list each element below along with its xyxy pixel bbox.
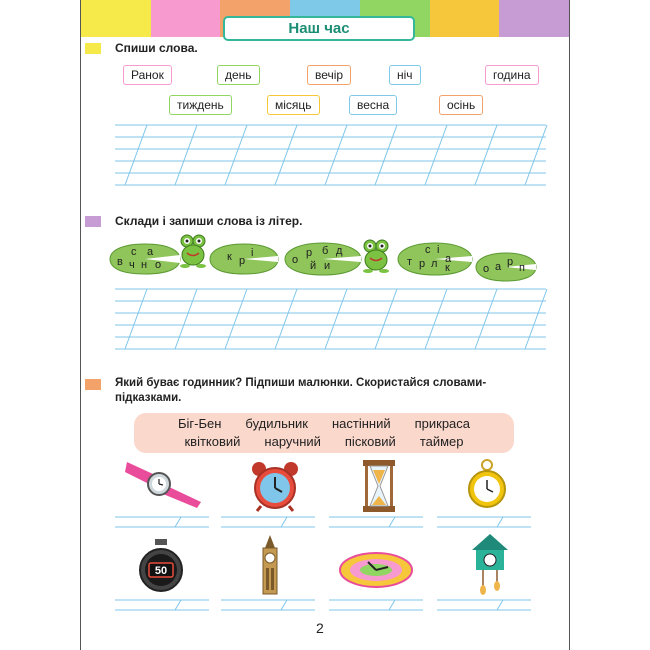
- pad-letter: к: [445, 262, 450, 274]
- stopwatch-display: 50: [154, 565, 168, 577]
- slant-line: [281, 517, 287, 527]
- task3-instruction-line1: Який буває годинник? Підпиши малюнки. Скористайся словами-: [115, 377, 487, 389]
- word-card: день: [217, 65, 260, 85]
- hint-word: будильник: [245, 416, 308, 431]
- pad-letter: р: [507, 256, 514, 268]
- task1-instruction: Спиши слова.: [115, 41, 198, 55]
- pad-letter: о: [155, 259, 162, 271]
- pad-letter: к: [227, 251, 232, 263]
- pad-letter: н: [141, 259, 148, 271]
- slant-line: [375, 289, 397, 349]
- word-card: ніч: [389, 65, 421, 85]
- slant-line: [497, 517, 503, 527]
- slant-line: [325, 125, 347, 185]
- slant-line: [175, 289, 197, 349]
- slant-line: [497, 600, 503, 610]
- word-card: година: [485, 65, 539, 85]
- pad-letter: і: [251, 247, 254, 259]
- writing-lines: [81, 0, 569, 650]
- word-card: весна: [349, 95, 397, 115]
- slant-line: [525, 125, 547, 185]
- hint-word: прикраса: [414, 416, 471, 431]
- slant-line: [389, 517, 395, 527]
- pad-letter: в: [117, 256, 123, 268]
- slant-line: [175, 600, 181, 610]
- word-card: місяць: [267, 95, 320, 115]
- slant-line: [225, 289, 247, 349]
- word-card: Ранок: [123, 65, 172, 85]
- pad-letter: о: [483, 263, 490, 275]
- pad-letter: а: [147, 246, 154, 258]
- word-card: тиждень: [169, 95, 232, 115]
- hint-word: настінний: [331, 416, 391, 431]
- pad-letter: т: [407, 256, 413, 268]
- pad-letter: с: [131, 246, 137, 258]
- hint-word: квітковий: [184, 434, 241, 449]
- slant-line: [425, 289, 447, 349]
- pad-letter: р: [306, 247, 313, 259]
- word-card: вечір: [307, 65, 351, 85]
- slant-line: [325, 289, 347, 349]
- workbook-page: [80, 0, 570, 650]
- pad-letter: л: [431, 258, 438, 270]
- slant-line: [125, 289, 147, 349]
- slant-line: [389, 600, 395, 610]
- word-card: осінь: [439, 95, 483, 115]
- slant-line: [475, 289, 497, 349]
- pad-letter: п: [519, 262, 525, 274]
- pad-letter: и: [324, 260, 331, 272]
- pad-letter: й: [310, 260, 317, 272]
- pad-letter: д: [336, 245, 343, 257]
- slant-line: [125, 125, 147, 185]
- pad-letter: с: [425, 244, 431, 256]
- pad-letter: р: [239, 255, 246, 267]
- task3-instruction-line2: підказками.: [115, 392, 182, 404]
- pad-letter: о: [292, 254, 299, 266]
- hint-word: наручний: [264, 434, 321, 449]
- hint-word: Біг-Бен: [177, 416, 222, 431]
- hint-word: пісковий: [344, 434, 396, 449]
- slant-line: [475, 125, 497, 185]
- slant-line: [175, 517, 181, 527]
- slant-line: [175, 125, 197, 185]
- pad-letter: б: [322, 245, 329, 257]
- pad-letter: ч: [129, 259, 135, 271]
- slant-line: [425, 125, 447, 185]
- pad-letter: і: [437, 244, 440, 256]
- pad-letter: а: [445, 253, 452, 265]
- pad-letter: р: [419, 258, 426, 270]
- hint-word: таймер: [419, 434, 464, 449]
- slant-line: [281, 600, 287, 610]
- slant-line: [225, 125, 247, 185]
- slant-line: [275, 125, 297, 185]
- slant-line: [275, 289, 297, 349]
- pad-letter: а: [495, 261, 502, 273]
- page-title: Наш час: [223, 16, 415, 41]
- task2-instruction: Склади і запиши слова із літер.: [115, 214, 303, 228]
- slant-line: [525, 289, 547, 349]
- page-number: 2: [316, 620, 324, 636]
- slant-line: [375, 125, 397, 185]
